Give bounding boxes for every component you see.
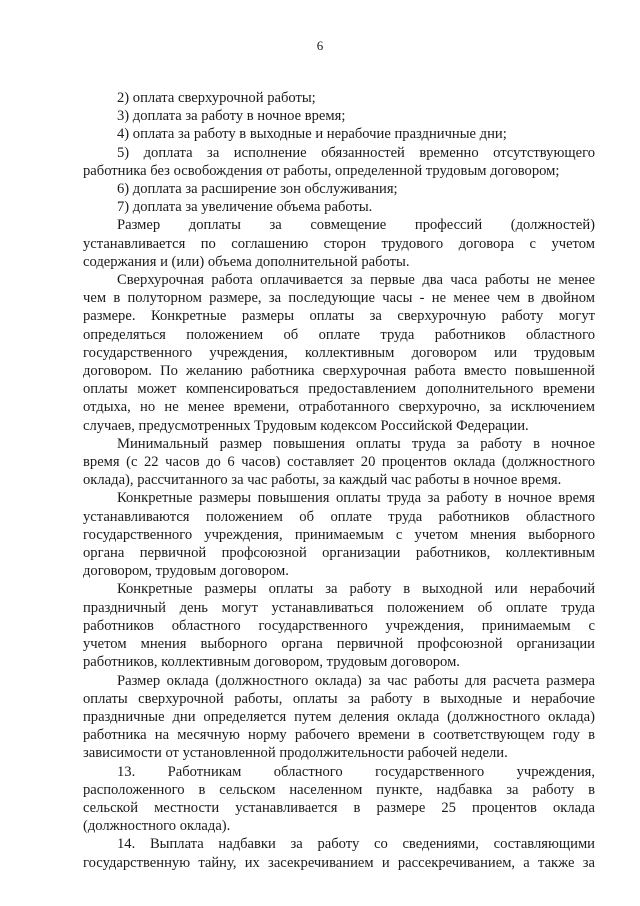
- text-line: отдыха, но не менее времени, отработанного сверхурочно, за исключением: [83, 399, 595, 416]
- paragraph: [83, 435, 595, 490]
- text-line: Конкретные размеры повышения оплаты труда за работу в ночное время: [117, 490, 595, 507]
- text-line: работника на месячную норму рабочего времени в соответствующем году в: [83, 727, 595, 744]
- text-line: договором. По желанию работника сверхурочная работа вместо повышенной: [83, 363, 595, 380]
- text-line: Размер доплаты за совмещение профессий (должностей): [117, 217, 595, 234]
- text-line: (должностного оклада).: [83, 818, 231, 835]
- text-line: праздничный день могут устанавливаться положением об оплате труда: [83, 599, 595, 616]
- text-line: чем в полуторном размере, за последующие часы - не менее чем в двойном: [83, 290, 595, 307]
- paragraph: [83, 216, 595, 271]
- text-line: праздничные дни определяется путем деления оклада (должностного оклада): [83, 708, 595, 725]
- text-line: государственного учреждения, принимаемым с учетом мнения выборного: [83, 526, 595, 543]
- text-line: Минимальный размер повышения оплаты труда за работу в ночное: [117, 435, 595, 452]
- text-line: договором, трудовым договором.: [83, 563, 289, 580]
- text-line: 13. Работникам областного государственного учреждения,: [117, 763, 595, 780]
- paragraph: [83, 107, 595, 125]
- paragraph: [83, 125, 595, 143]
- document-body: [83, 89, 595, 872]
- text-line: размере. Конкретные размеры оплаты за сверхурочную работу могут: [83, 308, 595, 325]
- text-line: 3) доплата за работу в ночное время;: [117, 108, 346, 125]
- text-line: устанавливаются положением об оплате труда работников областного: [83, 508, 595, 525]
- text-line: учетом мнения выборного органа первичной профсоюзной организации: [83, 636, 595, 653]
- text-line: 6) доплата за расширение зон обслуживания;: [117, 181, 398, 198]
- paragraph: [83, 271, 595, 435]
- text-line: зависимости от установленной продолжительности рабочей недели.: [83, 745, 508, 762]
- text-line: 2) оплата сверхурочной работы;: [117, 90, 316, 106]
- paragraph: [83, 763, 595, 836]
- paragraph: [83, 580, 595, 671]
- text-line: работников, коллективным договором, трудовым договором.: [83, 654, 460, 671]
- text-line: расположенного в сельском населенном пункте, надбавка за работу в: [83, 781, 595, 798]
- text-line: время (с 22 часов до 6 часов) составляет 20 процентов оклада (должностного: [83, 454, 595, 471]
- text-line: 5) доплата за исполнение обязанностей временно отсутствующего: [117, 144, 595, 161]
- paragraph: [83, 489, 595, 580]
- text-line: государственного учреждения, коллективным договором или трудовым: [83, 344, 595, 361]
- text-line: оплаты сверхурочной работы, оплаты за работу в выходные и нерабочие: [83, 690, 595, 707]
- text-line: сельской местности устанавливается в размере 25 процентов оклада: [83, 799, 595, 816]
- page-number: 6: [316, 38, 324, 53]
- text-line: 7) доплата за увеличение объема работы.: [117, 199, 373, 216]
- text-line: 4) оплата за работу в выходные и нерабочие праздничные дни;: [117, 126, 507, 143]
- text-line: оплаты может компенсироваться предоставлением дополнительного времени: [83, 381, 595, 398]
- text-line: работников областного государственного учреждения, принимаемым с: [83, 617, 595, 634]
- text-line: работника без освобождения от работы, определенной трудовым договором;: [83, 162, 560, 179]
- text-line: содержания и (или) объема дополнительной работы.: [83, 253, 410, 270]
- paragraph: [83, 89, 595, 107]
- text-line: Конкретные размеры оплаты за работу в выходной или нерабочий: [117, 581, 595, 598]
- text-line: 14. Выплата надбавки за работу со сведениями, составляющими: [117, 836, 595, 853]
- text-line: определяться положением об оплате труда работников областного: [83, 326, 595, 343]
- paragraph: [83, 144, 595, 180]
- paragraph: [83, 672, 595, 763]
- paragraph: [83, 835, 595, 871]
- text-line: оклада), рассчитанного за час работы, за каждый час работы в ночное время.: [83, 472, 562, 489]
- text-line: случаев, предусмотренных Трудовым кодексом Российской Федерации.: [83, 417, 529, 434]
- text-line: Размер оклада (должностного оклада) за час работы для расчета размера: [117, 672, 595, 689]
- text-line: органа первичной профсоюзной организации работников, коллективным: [83, 545, 595, 562]
- paragraph: [83, 198, 595, 216]
- paragraph: [83, 180, 595, 198]
- text-line: устанавливается по соглашению сторон трудового договора с учетом: [83, 235, 595, 252]
- text-line: государственную тайну, их засекречиванием и рассекречиванием, а также за: [83, 854, 595, 871]
- text-line: Сверхурочная работа оплачивается за первые два часа работы не менее: [117, 272, 595, 289]
